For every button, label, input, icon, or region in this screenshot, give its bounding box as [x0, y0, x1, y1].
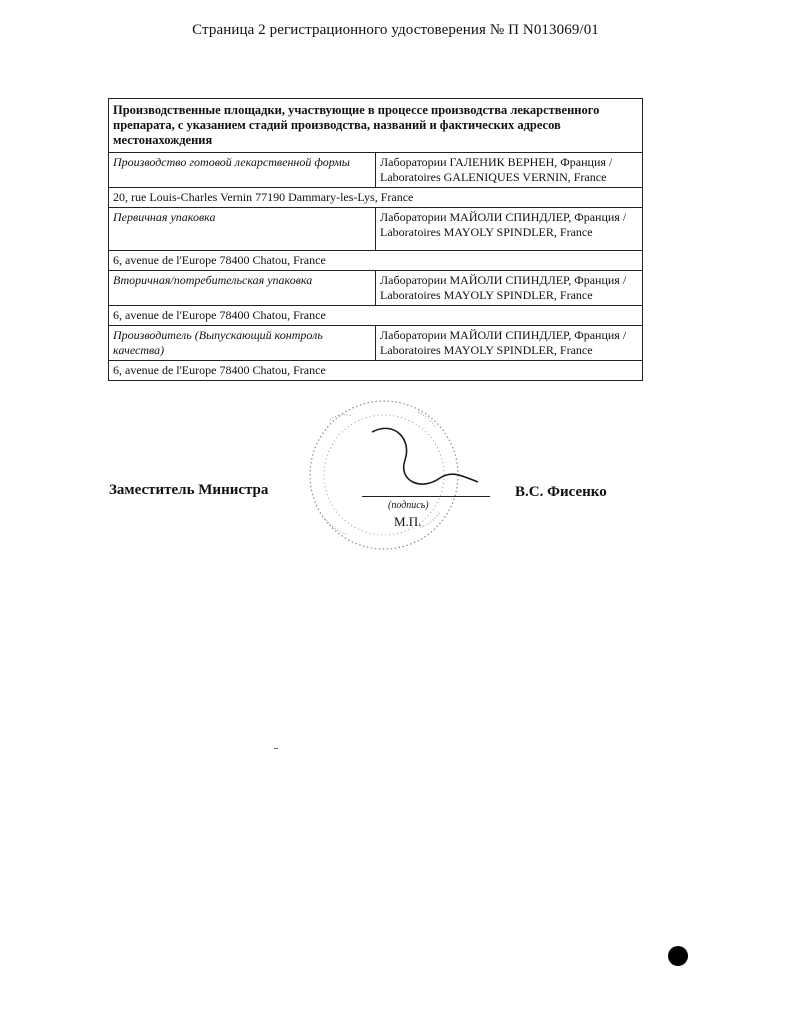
signatory-position: Заместитель Министра	[109, 482, 269, 498]
address-cell: 20, rue Louis-Charles Vernin 77190 Dammary-les-Lys, France	[109, 188, 643, 208]
signature-line	[362, 496, 490, 497]
table-row	[109, 208, 643, 251]
stage-cell: Производство готовой лекарственной формы	[109, 153, 376, 188]
signatory-name: В.С. Фисенко	[515, 484, 607, 500]
stage-cell: Вторичная/потребительская упаковка	[109, 271, 376, 306]
page-header: Страница 2 регистрационного удостоверения № П N013069/01	[192, 22, 599, 38]
stamp-label: М.П.	[394, 514, 422, 529]
table-row	[109, 326, 643, 361]
company-cell: Лаборатории МАЙОЛИ СПИНДЛЕР, Франция / Laboratoires MAYOLY SPINDLER, France	[376, 326, 643, 361]
stage-cell: Производитель (Выпускающий контроль качества)	[109, 326, 376, 361]
company-cell: Лаборатории МАЙОЛИ СПИНДЛЕР, Франция / Laboratoires MAYOLY SPINDLER, France	[376, 271, 643, 306]
table-row	[109, 271, 643, 306]
scan-speck	[274, 748, 278, 749]
address-cell: 6, avenue de l'Europe 78400 Chatou, France	[109, 251, 643, 271]
address-row	[109, 188, 643, 208]
stage-cell: Первичная упаковка	[109, 208, 376, 251]
address-cell: 6, avenue de l'Europe 78400 Chatou, France	[109, 361, 643, 381]
table-heading: Производственные площадки, участвующие в процессе производства лекарственного препарата, с указанием стадий производства, названий и фактических адресов местонахождения	[109, 99, 643, 153]
production-sites-table	[108, 98, 643, 381]
address-row	[109, 361, 643, 381]
address-cell: 6, avenue de l'Europe 78400 Chatou, France	[109, 306, 643, 326]
table-row	[109, 153, 643, 188]
company-cell: Лаборатории ГАЛЕНИК ВЕРНЕН, Франция / Laboratoires GALENIQUES VERNIN, France	[376, 153, 643, 188]
corner-dot-icon	[668, 946, 688, 966]
address-row	[109, 306, 643, 326]
company-cell: Лаборатории МАЙОЛИ СПИНДЛЕР, Франция / Laboratoires MAYOLY SPINDLER, France	[376, 208, 643, 251]
table-heading-row	[109, 99, 643, 153]
signature-caption: (подпись)	[388, 500, 429, 511]
address-row	[109, 251, 643, 271]
